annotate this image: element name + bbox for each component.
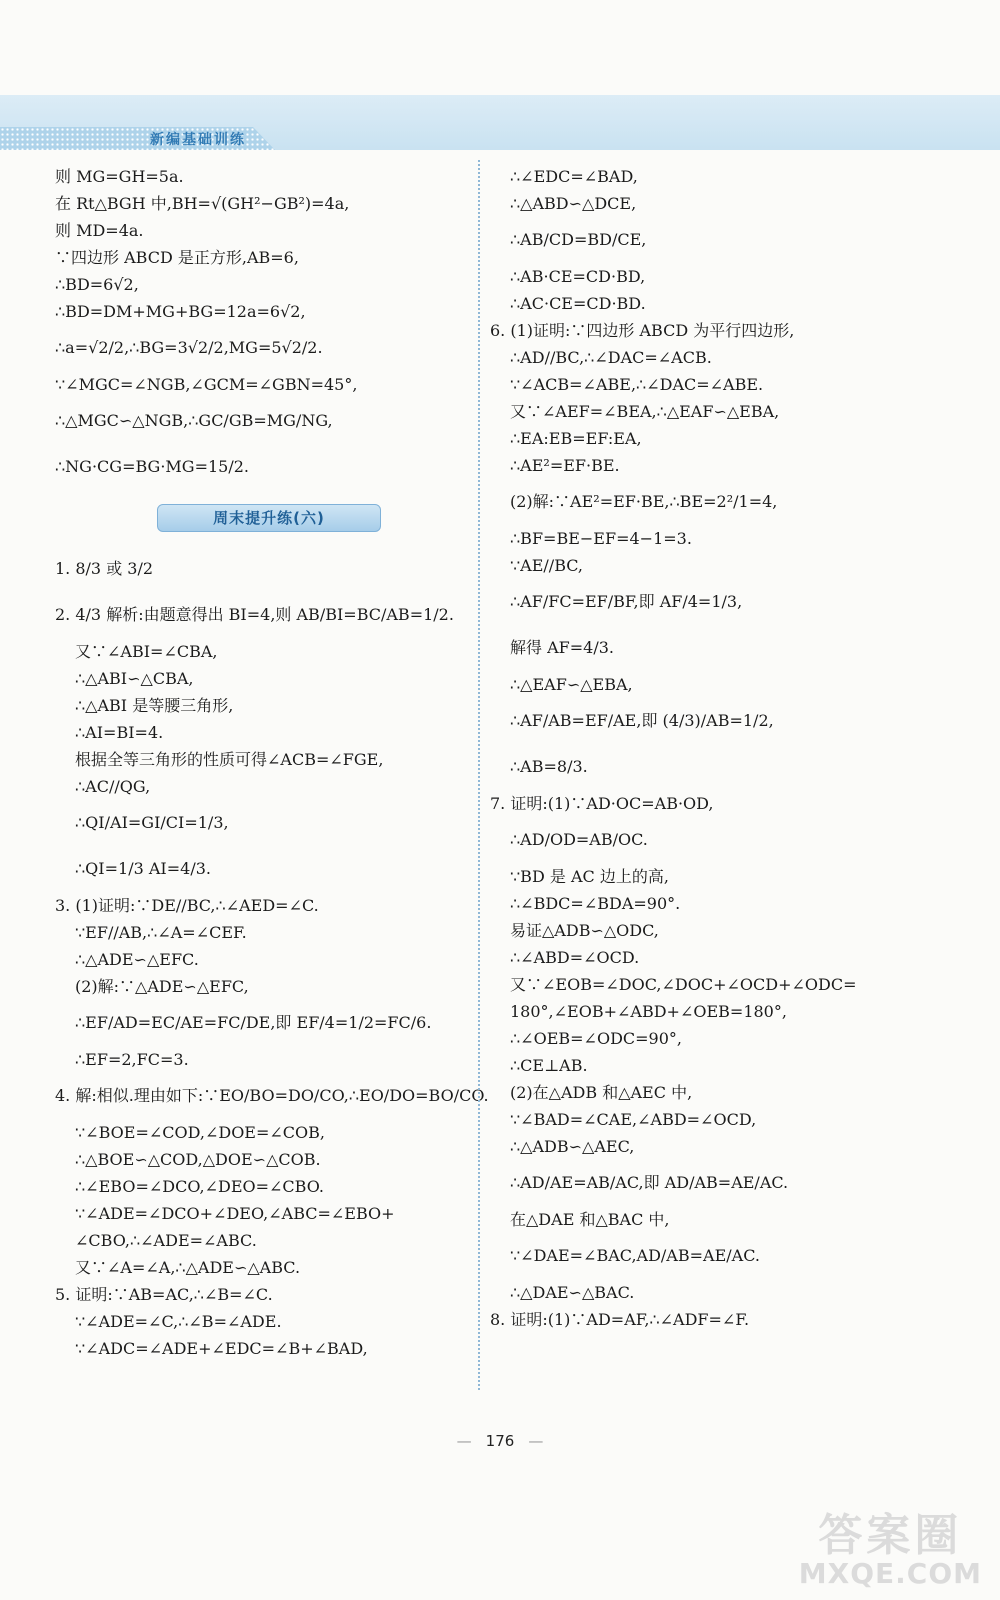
solution-line: ∴NG·CG=BG·MG=15/2.	[55, 457, 249, 476]
header-title: 新编基础训练	[150, 132, 246, 148]
solution-line: ∴BD=6√2,	[55, 275, 139, 294]
answer-line: (2)在△ADB 和△AEC 中,	[510, 1083, 693, 1102]
answer-line: ∴∠EDC=∠BAD,	[510, 167, 638, 186]
answer-line: ∴△ADB∽△AEC,	[510, 1137, 635, 1156]
answer-line: ∵∠BAD=∠CAE,∠ABD=∠OCD,	[510, 1110, 757, 1129]
answer-line: ∵∠ADC=∠ADE+∠EDC=∠B+∠BAD,	[75, 1339, 368, 1358]
answer-line: ∵EF//AB,∴∠A=∠CEF.	[75, 923, 247, 942]
solution-line: ∴a=√2/2,∴BG=3√2/2,MG=5√2/2.	[55, 338, 323, 357]
answer-line: ∵BD 是 AC 边上的高,	[510, 867, 669, 886]
answer-line: ∴△ADE∽△EFC.	[75, 950, 199, 969]
answer-line: ∴QI/AI=GI/CI=1/3,	[75, 813, 229, 832]
answer-line: ∵∠DAE=∠BAC,AD/AB=AE/AC.	[510, 1246, 760, 1265]
page-number-text: 176	[485, 1432, 515, 1450]
answer-line: ∵∠ADE=∠C,∴∠B=∠ADE.	[75, 1312, 282, 1331]
left-column	[55, 163, 489, 1362]
answer-line: (2)解:∵AE²=EF·BE,∴BE=2²/1=4,	[510, 492, 778, 511]
answer-line: ∴EA:EB=EF:EA,	[510, 429, 642, 448]
answer-line: ∴AD/AE=AB/AC,即 AD/AB=AE/AC.	[510, 1173, 789, 1192]
answer-line: ∴△ABD∽△DCE,	[510, 194, 637, 213]
solution-line: ∵四边形 ABCD 是正方形,AB=6,	[55, 248, 299, 267]
dash-left: —	[456, 1432, 472, 1450]
answer-line: ∵∠BOE=∠COD,∠DOE=∠COB,	[75, 1123, 325, 1142]
answer-line: 又∵∠A=∠A,∴△ADE∽△ABC.	[75, 1258, 301, 1277]
right-column	[490, 163, 920, 1333]
answer-line: 3. (1)证明:∵DE//BC,∴∠AED=∠C.	[55, 896, 319, 915]
answer-line: ∴AF/AB=EF/AE,即 (4/3)/AB=1/2,	[510, 711, 774, 730]
answer-line: 又∵∠AEF=∠BEA,∴△EAF∽△EBA,	[510, 402, 780, 421]
answer-line: ∴EF/AD=EC/AE=FC/DE,即 EF/4=1/2=FC/6.	[75, 1013, 432, 1032]
solution-line: 在 Rt△BGH 中,BH=√(GH²−GB²)=4a,	[55, 194, 350, 213]
answer-line: ∴AC//QG,	[75, 777, 151, 796]
answer-line: 根据全等三角形的性质可得∠ACB=∠FGE,	[75, 750, 384, 769]
answer-line: 2. 4/3 解析:由题意得出 BI=4,则 AB/BI=BC/AB=1/2.	[55, 605, 454, 624]
answer-line: ∴AF/FC=EF/BF,即 AF/4=1/3,	[510, 592, 743, 611]
answer-line: ∴△ABI 是等腰三角形,	[75, 696, 234, 715]
watermark-line1: 答案圈	[818, 1510, 963, 1561]
answer-line: ∴∠ABD=∠OCD.	[510, 948, 640, 967]
column-divider	[478, 160, 480, 1390]
watermark-line2: MXQE.COM	[798, 1557, 982, 1590]
answer-line: 4. 解:相似.理由如下:∵EO/BO=DO/CO,∴EO/DO=BO/CO.	[55, 1086, 489, 1105]
answer-line: ∴∠BDC=∠BDA=90°.	[510, 894, 681, 913]
page-number	[0, 1432, 1000, 1450]
section-title: 周末提升练(六)	[157, 504, 381, 532]
watermark-logo	[799, 1499, 982, 1590]
answer-line: ∵∠ACB=∠ABE,∴∠DAC=∠ABE.	[510, 375, 764, 394]
solution-line: ∴△MGC∽△NGB,∴GC/GB=MG/NG,	[55, 411, 333, 430]
answer-line: 1. 8/3 或 3/2	[55, 559, 154, 578]
answer-line: ∴AD/OD=AB/OC.	[510, 830, 648, 849]
answer-line: ∴△BOE∽△COD,△DOE∽△COB.	[75, 1150, 321, 1169]
answer-line: ∴△DAE∽△BAC.	[510, 1283, 635, 1302]
answer-line: ∵AE//BC,	[510, 556, 584, 575]
answer-line: ∴AB=8/3.	[510, 757, 588, 776]
solution-line: ∴BD=DM+MG+BG=12a=6√2,	[55, 302, 306, 321]
answer-line: 6. (1)证明:∵四边形 ABCD 为平行四边形,	[490, 321, 795, 340]
solution-line: 则 MG=GH=5a.	[55, 167, 184, 186]
answer-line: 在△DAE 和△BAC 中,	[510, 1210, 670, 1229]
answer-line: ∴∠EBO=∠DCO,∠DEO=∠CBO.	[75, 1177, 324, 1196]
answer-line: ∴BF=BE−EF=4−1=3.	[510, 529, 692, 548]
answer-line: (2)解:∵△ADE∽△EFC,	[75, 977, 249, 996]
answer-line: ∴CE⊥AB.	[510, 1056, 588, 1075]
answer-line: ∴∠OEB=∠ODC=90°,	[510, 1029, 682, 1048]
answer-line: ∠CBO,∴∠ADE=∠ABC.	[75, 1231, 257, 1250]
answer-line: 易证△ADB∽△ODC,	[510, 921, 659, 940]
answer-line: 解得 AF=4/3.	[510, 638, 614, 657]
answer-line: 5. 证明:∵AB=AC,∴∠B=∠C.	[55, 1285, 273, 1304]
answer-line: ∴△EAF∽△EBA,	[510, 675, 633, 694]
answer-line: ∴AB/CD=BD/CE,	[510, 230, 647, 249]
answer-line: ∵∠ADE=∠DCO+∠DEO,∠ABC=∠EBO+	[75, 1204, 395, 1223]
answer-line: ∴AD//BC,∴∠DAC=∠ACB.	[510, 348, 712, 367]
answer-line: ∴AI=BI=4.	[75, 723, 164, 742]
answer-line: ∴AC·CE=CD·BD.	[510, 294, 646, 313]
answer-line: ∴AB·CE=CD·BD,	[510, 267, 646, 286]
answer-line: ∴△ABI∽△CBA,	[75, 669, 194, 688]
answer-line: ∴AE²=EF·BE.	[510, 456, 620, 475]
dash-right: —	[528, 1432, 544, 1450]
answer-line: ∴QI=1/3 AI=4/3.	[75, 859, 211, 878]
answer-line: ∴EF=2,FC=3.	[75, 1050, 189, 1069]
solution-line: 则 MD=4a.	[55, 221, 144, 240]
solution-line: ∵∠MGC=∠NGB,∠GCM=∠GBN=45°,	[55, 375, 358, 394]
answer-line: 7. 证明:(1)∵AD·OC=AB·OD,	[490, 794, 714, 813]
answer-line: 180°,∠EOB+∠ABD+∠OEB=180°,	[510, 1002, 787, 1021]
answer-line: 8. 证明:(1)∵AD=AF,∴∠ADF=∠F.	[490, 1310, 750, 1329]
answer-line: 又∵∠EOB=∠DOC,∠DOC+∠OCD+∠ODC=	[510, 975, 857, 994]
answer-line: 又∵∠ABI=∠CBA,	[75, 642, 218, 661]
